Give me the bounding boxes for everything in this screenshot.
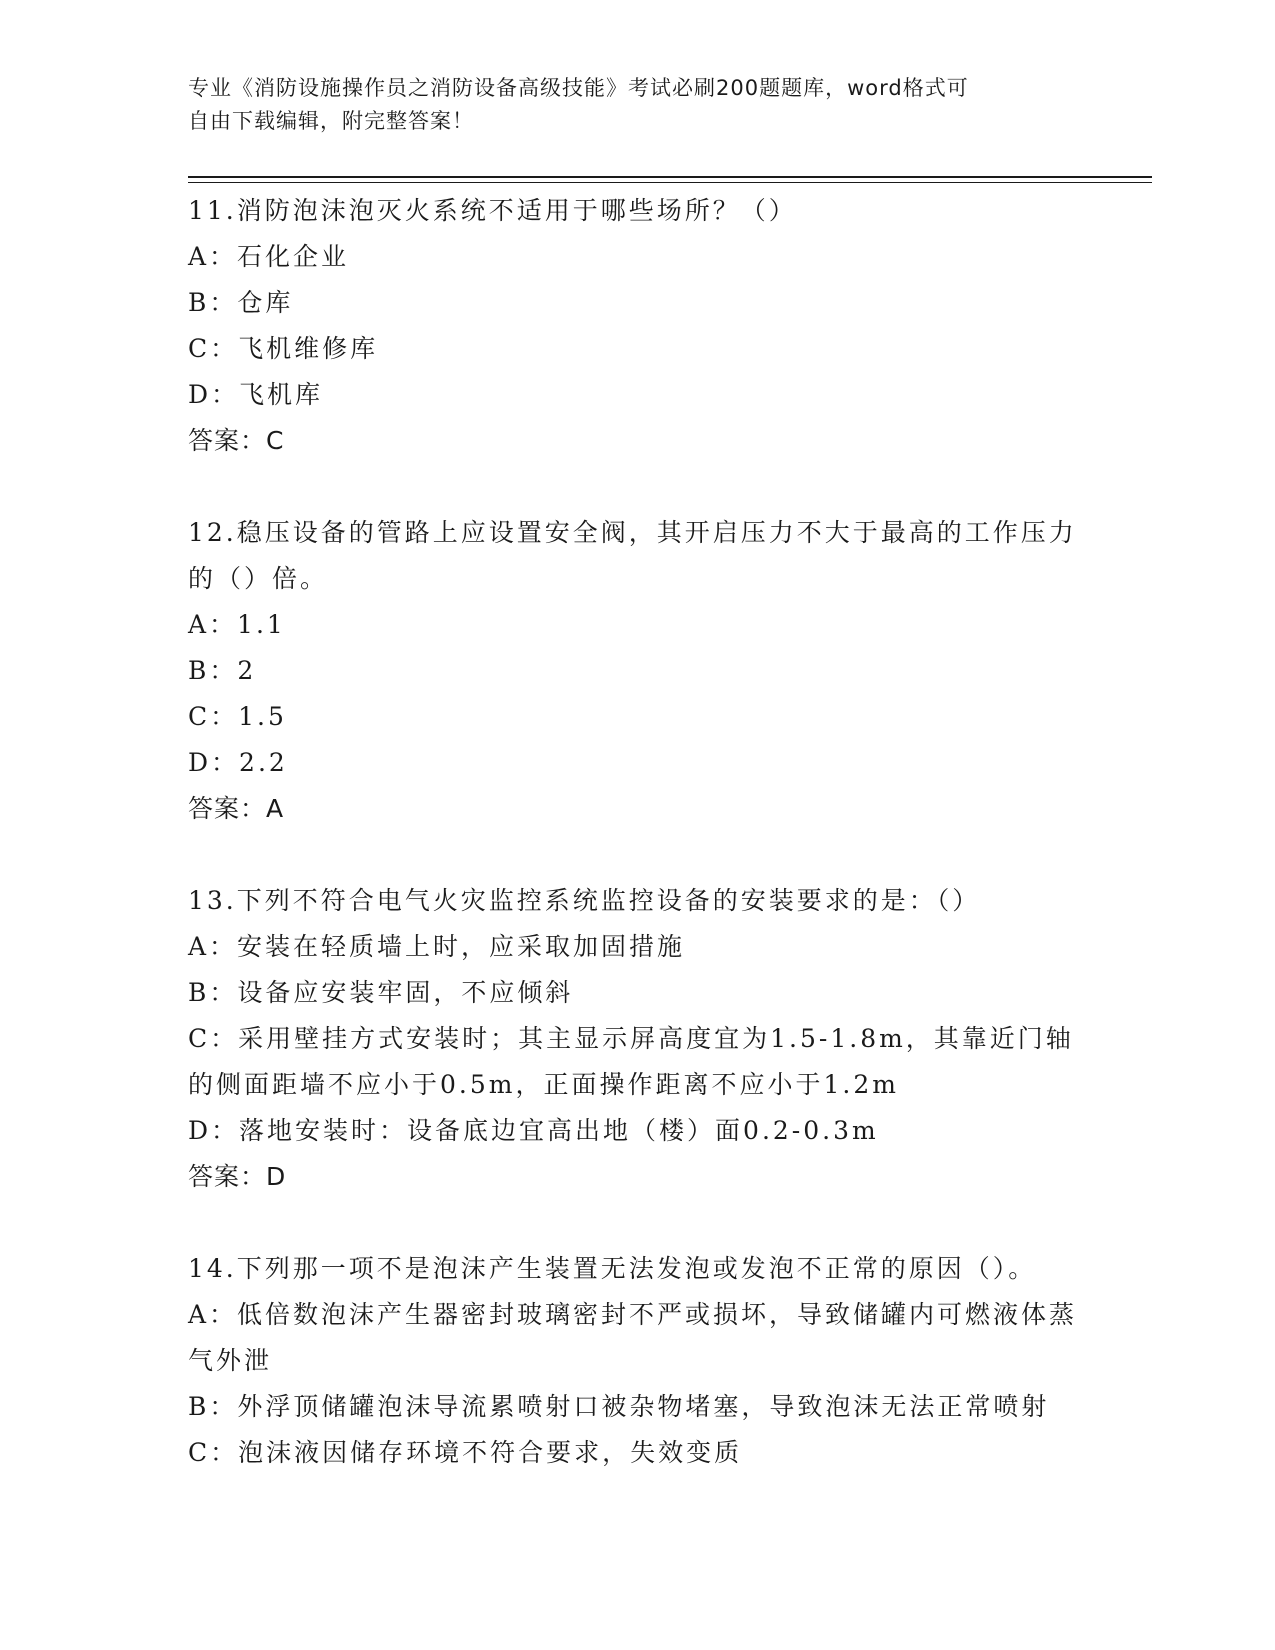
option-c: C：飞机维修库	[188, 334, 379, 363]
option-b: B：设备应安装牢固，不应倾斜	[188, 978, 574, 1007]
header-line-2: 自由下载编辑，附完整答案！	[188, 109, 474, 133]
option-c: C：采用壁挂方式安装时；其主显示屏高度宜为1.5-1.8m，其靠近门轴的侧面距墙不应小于0.5m，正面操作距离不应小于1.2m	[188, 1024, 1074, 1099]
question-stem: 12.稳压设备的管路上应设置安全阀，其开启压力不大于最高的工作压力的（）倍。	[188, 518, 1077, 593]
header-rule-thin	[188, 182, 1152, 183]
question-13	[188, 878, 1088, 1200]
document-header	[188, 72, 1068, 138]
option-a: A：低倍数泡沫产生器密封玻璃密封不严或损坏，导致储罐内可燃液体蒸气外泄	[188, 1300, 1078, 1375]
option-b: B：2	[188, 656, 257, 685]
question-14	[188, 1246, 1088, 1476]
answer-label: 答案：C	[188, 426, 285, 455]
question-stem: 14.下列那一项不是泡沫产生装置无法发泡或发泡不正常的原因（）。	[188, 1254, 1037, 1283]
option-d: D：飞机库	[188, 380, 324, 409]
header-rule-thick	[188, 176, 1152, 178]
option-b: B：外浮顶储罐泡沫导流累喷射口被杂物堵塞，导致泡沫无法正常喷射	[188, 1392, 1050, 1421]
answer-label: 答案：D	[188, 1162, 287, 1191]
option-b: B：仓库	[188, 288, 294, 317]
question-stem: 11.消防泡沫泡灭火系统不适用于哪些场所？（）	[188, 196, 797, 225]
option-d: D：落地安装时：设备底边宜高出地（楼）面0.2-0.3m	[188, 1116, 879, 1145]
option-c: C：1.5	[188, 702, 287, 731]
question-12	[188, 510, 1088, 832]
question-list	[188, 188, 1088, 1522]
option-c: C：泡沫液因储存环境不符合要求，失效变质	[188, 1438, 743, 1467]
answer-label: 答案：A	[188, 794, 285, 823]
question-stem: 13.下列不符合电气火灾监控系统监控设备的安装要求的是：（）	[188, 886, 981, 915]
question-11	[188, 188, 1088, 464]
header-line-1: 专业《消防设施操作员之消防设备高级技能》考试必刷200题题库，word格式可	[188, 76, 969, 100]
option-a: A：石化企业	[188, 242, 350, 271]
option-d: D：2.2	[188, 748, 288, 777]
option-a: A：1.1	[188, 610, 286, 639]
option-a: A：安装在轻质墙上时，应采取加固措施	[188, 932, 686, 961]
